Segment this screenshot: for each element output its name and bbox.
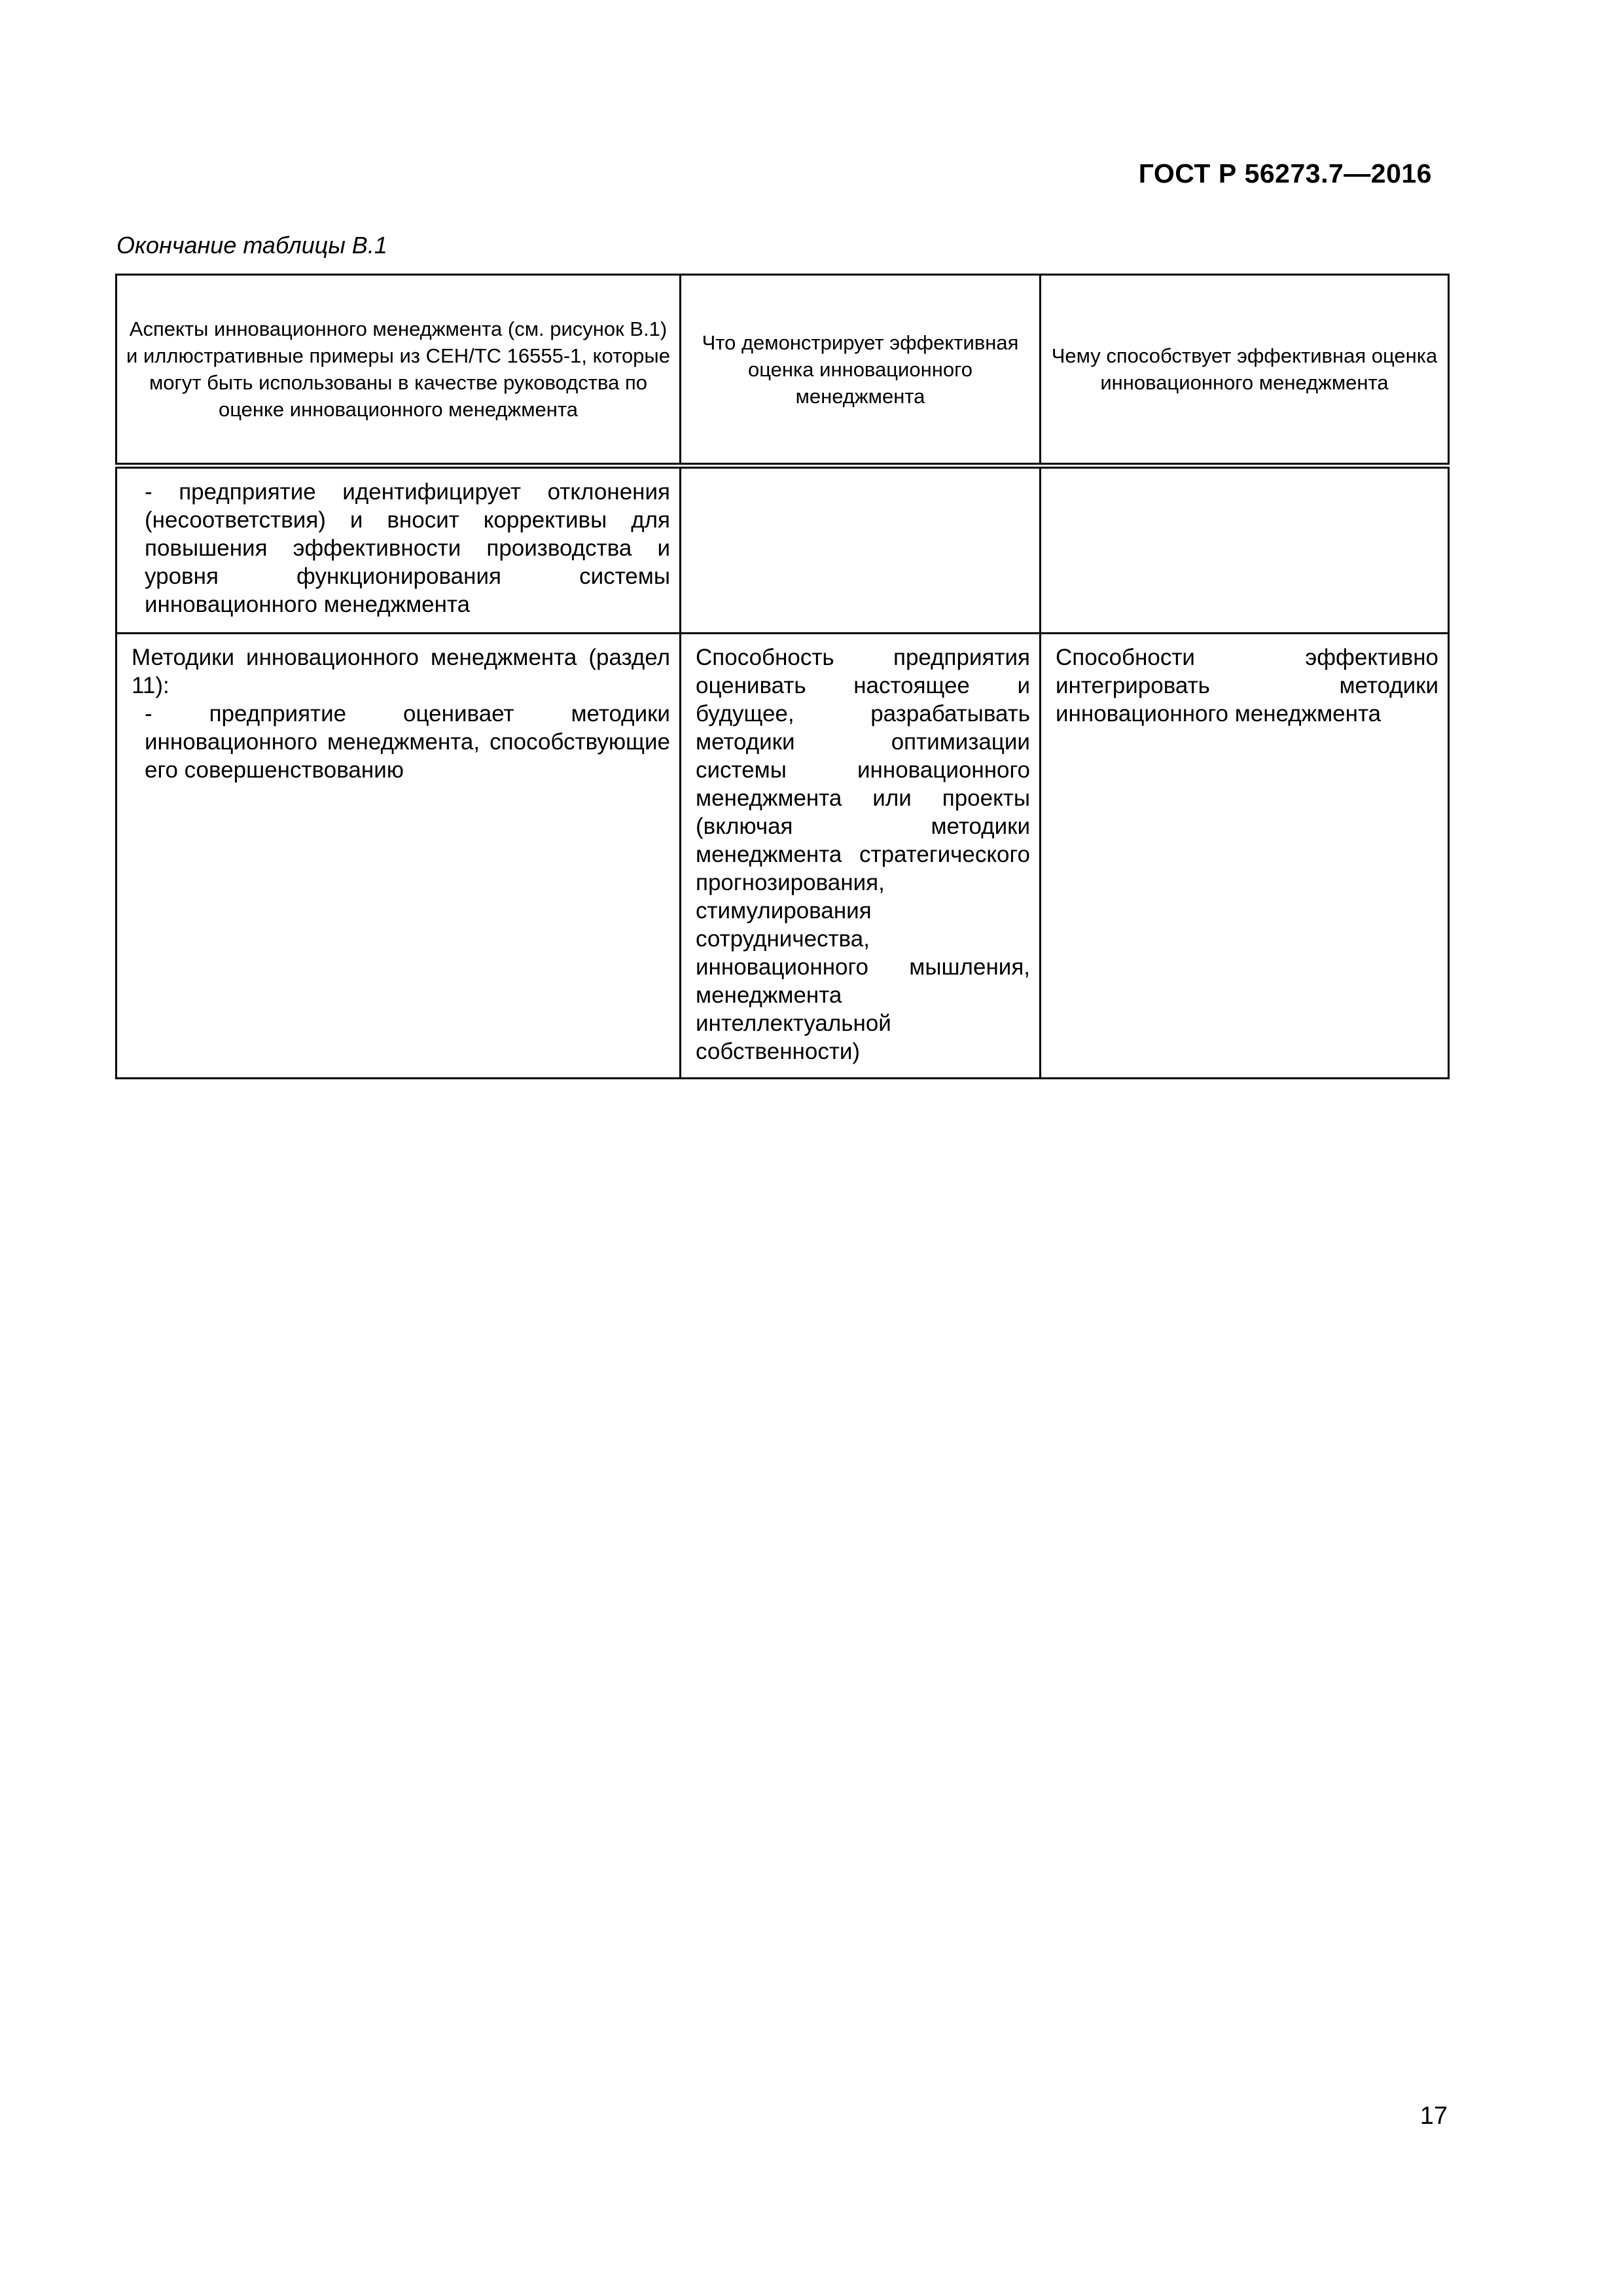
page-number: 17 bbox=[1419, 2102, 1448, 2130]
demonstrates-cell bbox=[681, 466, 1041, 634]
document-code: ГОСТ Р 56273.7—2016 bbox=[1138, 158, 1432, 188]
column-header-aspects: Аспекты инновационного менеджмента (см. рисунок В.1) и иллюстративные примеры из СЕН/ТС 16555-1, которые могут быть использованы в качестве руководства по оценке инновационного менеджмента bbox=[116, 275, 681, 466]
column-header-demonstrates: Что демонстрирует эффективная оценка инновационного менеджмента bbox=[681, 275, 1041, 466]
table-row bbox=[116, 466, 1449, 634]
aspect-cell bbox=[116, 634, 681, 1079]
column-header-contributes: Чему способствует эффективная оценка инновационного менеджмента bbox=[1041, 275, 1449, 466]
aspect-intro: Методики инновационного менеджмента (раздел 11): bbox=[132, 645, 670, 698]
table-row bbox=[116, 634, 1449, 1079]
contributes-cell bbox=[1041, 466, 1449, 634]
aspect-item: - предприятие идентифицирует отклонения (несоответствия) и вносит коррективы для повышения эффективности производства и уровня функционирования системы инновационного менеджмента bbox=[145, 479, 670, 617]
assessment-table bbox=[115, 274, 1450, 1079]
demonstrates-cell: Способность предприятия оценивать настоящее и будущее, разрабатывать методики оптимизации системы инновационного менеджмента или проекты (включая методики менеджмента стратегического прогнозирования, стимулирования сотрудничества, инновационного мышления, менеджмента интеллектуальной собственности) bbox=[681, 634, 1041, 1079]
aspect-item: - предприятие оценивает методики инновационного менеджмента, способствующие его совершенствованию bbox=[145, 701, 670, 783]
table-header-row bbox=[116, 275, 1449, 466]
contributes-cell: Способности эффективно интегрировать методики инновационного менеджмента bbox=[1041, 634, 1449, 1079]
aspect-cell bbox=[116, 466, 681, 634]
table-caption: Окончание таблицы В.1 bbox=[116, 232, 387, 259]
